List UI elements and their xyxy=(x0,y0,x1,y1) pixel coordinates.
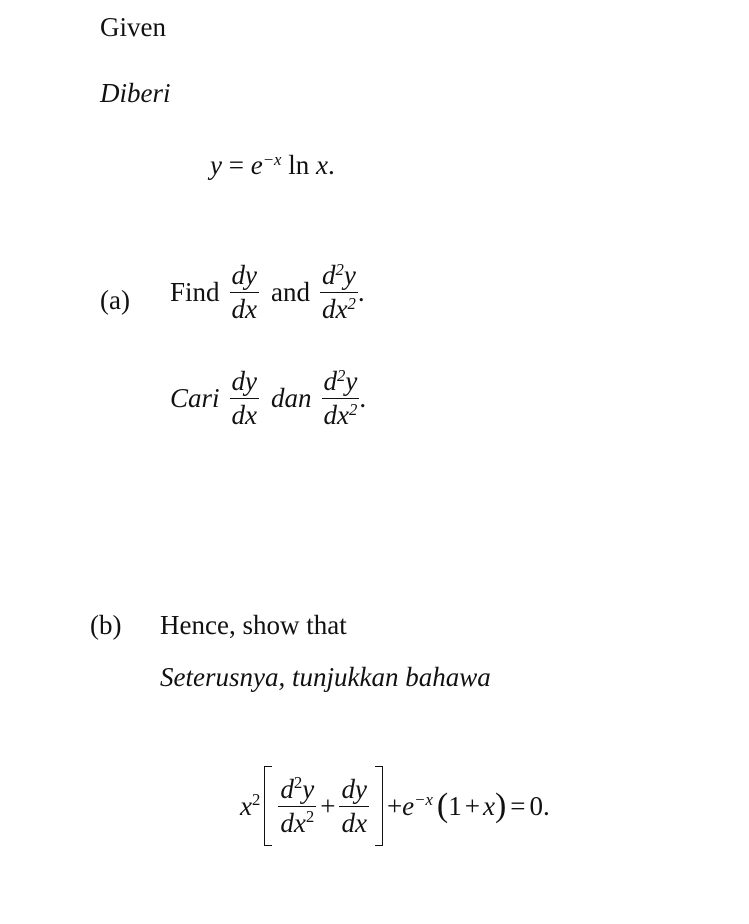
cari-text: Cari xyxy=(170,383,220,413)
left-bracket xyxy=(264,766,272,846)
fraction-d2y-dx2: $\frac{d^2y}{dx^2}$ xyxy=(280,773,315,838)
and-text: and xyxy=(271,277,310,307)
fraction-dy-dx xyxy=(230,368,259,429)
frac-num-y: y xyxy=(345,366,358,396)
eq-x: x xyxy=(315,150,328,180)
eq-e-power: $e^{-x}$ xyxy=(402,790,433,821)
dan-text: dan xyxy=(271,383,312,413)
period: . xyxy=(543,790,550,821)
diberi-label: Diberi xyxy=(100,78,171,108)
part-a-label: (a) xyxy=(100,285,130,315)
eq-equals: = xyxy=(228,150,244,180)
eq-period: . xyxy=(327,150,335,180)
find-text: Find xyxy=(170,277,220,307)
part-a-english xyxy=(170,259,365,324)
final-equation xyxy=(240,766,550,846)
given-label: Given xyxy=(100,12,166,42)
fraction-d2y-dx2 xyxy=(320,259,358,324)
frac-den-dx: dx xyxy=(231,400,258,430)
frac-num-pow: 2 xyxy=(337,365,346,385)
frac-num-y: y xyxy=(343,260,356,290)
part-b-label: (b) xyxy=(90,610,122,640)
right-bracket xyxy=(375,766,383,846)
equals-sign: = xyxy=(510,790,526,821)
var-x: x xyxy=(482,790,495,821)
period: . xyxy=(357,277,365,307)
frac-den-pow: 2 xyxy=(349,399,358,419)
fraction-bar xyxy=(230,292,259,293)
frac-den-dx: dx xyxy=(323,400,349,430)
plus-sign: + xyxy=(386,790,403,821)
eq-exponent: −x xyxy=(262,149,282,169)
fraction-d2y-dx2 xyxy=(322,365,360,430)
part-a-malay xyxy=(170,365,367,430)
plus-sign: + xyxy=(464,790,480,821)
eq-ln: ln xyxy=(288,150,310,180)
fraction-dy-dx: $\frac{dy}{dx}$ xyxy=(341,773,367,838)
hence-text: Hence, show that xyxy=(160,610,347,640)
eq-e: e xyxy=(250,150,263,180)
fraction-bar xyxy=(230,398,259,399)
right-paren: ) xyxy=(494,787,507,824)
plus-sign: + xyxy=(320,790,336,821)
frac-den-pow: 2 xyxy=(347,293,356,313)
seterusnya-text: Seterusnya, tunjukkan bahawa xyxy=(160,662,491,692)
fraction-dy-dx xyxy=(230,262,259,323)
eq-y: y xyxy=(210,150,222,180)
frac-num-pow: 2 xyxy=(335,259,344,279)
left-paren: ( xyxy=(436,787,449,824)
given-equation xyxy=(210,150,335,181)
eq-x-squared: $x^2$ xyxy=(240,790,261,821)
frac-num-dy: dy xyxy=(231,260,258,290)
period: . xyxy=(359,383,367,413)
fraction-bar xyxy=(322,398,360,399)
frac-num-d: d xyxy=(322,260,336,290)
frac-num-d: d xyxy=(323,366,338,396)
one: 1 xyxy=(448,790,462,821)
fraction-bar xyxy=(320,292,358,293)
zero: 0 xyxy=(529,790,543,821)
frac-num-dy: dy xyxy=(231,366,258,396)
frac-den-dx: dx xyxy=(231,294,258,324)
frac-den-dx: dx xyxy=(322,294,348,324)
